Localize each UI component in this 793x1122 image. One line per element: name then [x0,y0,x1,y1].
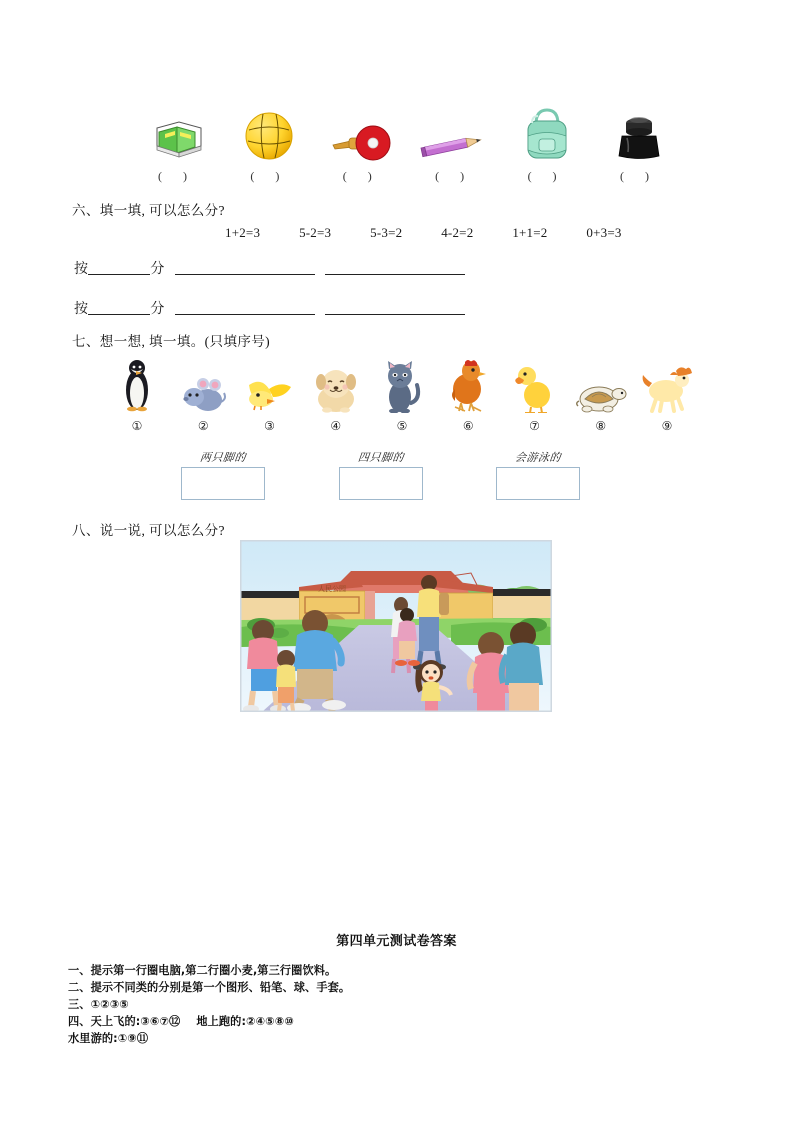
animal-mouse [174,355,232,433]
animal-duck [506,355,564,433]
animal-number: ③ [264,419,275,433]
turtle-icon [572,355,630,413]
animal-number: ① [131,419,143,433]
question-7-heading: 七、想一想, 填一填。(只填序号) [72,334,271,349]
fill-blank-criteria-1[interactable] [88,260,150,275]
dog-icon [307,355,365,413]
animal-number: ⑧ [595,419,607,433]
equation-4: 4-2=2 [441,225,474,240]
item-volleyball [230,100,308,184]
question-8-heading: 八、说一说, 可以怎么分? [72,523,225,538]
duck-icon [506,355,564,413]
animal-bird [241,355,299,433]
ink-bottle-icon [600,100,678,162]
gate-sign-text: 人民公园 [318,585,346,593]
fill-blank-group-2b[interactable] [325,300,465,315]
animal-number: ⑦ [529,419,540,433]
park-entrance-illustration [240,540,552,712]
answer-section-title: 第四单元测试卷答案 [336,934,457,949]
items-row [138,100,678,184]
mouse-icon [174,355,232,413]
animal-number: ④ [330,419,342,433]
equation-6: 0+3=3 [586,225,622,240]
animal-number: ⑤ [396,419,408,433]
book-icon [138,100,216,162]
category-group-2 [339,449,423,500]
answer-line-2: 二、提示不同类的分别是第一个图形、铅笔、球、手套。 [68,981,351,994]
bird-icon [241,355,299,413]
q6-equations [225,225,622,241]
animal-number: ⑨ [661,419,673,433]
hen-icon [439,355,497,413]
penguin-icon [108,355,166,413]
animal-hen [439,355,497,433]
answer-line-3: 三、①②③⑤ [68,998,129,1011]
animal-number: ② [197,419,209,433]
fill-blank-group-2a[interactable] [175,300,315,315]
animal-horse [638,355,696,433]
animal-number: ⑥ [462,419,474,433]
category-answer-box[interactable] [496,467,580,500]
fill-blank-group-1b[interactable] [325,260,465,275]
answer-parenthesis[interactable]: ( ) [250,169,289,183]
answer-line-4-ground: 地上跑的:②④⑤⑧⑩ [196,1015,294,1028]
fill-prefix: 按 [74,262,89,277]
equation-5: 1+1=2 [512,225,548,240]
backpack-icon [508,100,586,162]
ping-pong-paddle-icon [323,100,401,162]
q6-fill-row-2 [74,298,465,318]
answer-line-4 [68,1013,294,1029]
category-label: 四只脚的 [357,451,405,464]
q6-fill-row-1 [74,258,465,278]
answer-line-1: 一、提示第一行圈电脑,第二行圈小麦,第三行圈饮料。 [68,964,337,977]
answer-line-5: 水里游的:①⑨⑪ [68,1032,149,1045]
category-group-1 [181,449,265,500]
fill-suffix: 分 [150,302,165,317]
item-backpack [508,100,586,184]
equation-2: 5-2=3 [299,225,332,240]
answer-parenthesis[interactable]: ( ) [435,169,474,183]
answer-line-4-sky: 四、天上飞的:③⑥⑦⑫ [68,1015,181,1028]
category-label: 两只脚的 [199,451,247,464]
animal-turtle [572,355,630,433]
animal-cat [373,355,431,433]
fill-prefix: 按 [74,302,89,317]
item-pencil [415,100,493,184]
answer-parenthesis[interactable]: ( ) [342,169,381,183]
equation-1: 1+2=3 [225,225,261,240]
equation-3: 5-3=2 [370,225,403,240]
fill-blank-criteria-2[interactable] [88,300,150,315]
category-group-3 [496,449,580,500]
answer-parenthesis[interactable]: ( ) [527,169,566,183]
category-label: 会游泳的 [514,451,562,464]
category-answer-box[interactable] [181,467,265,500]
category-answer-box[interactable] [339,467,423,500]
item-ink-bottle [600,100,678,184]
item-book [138,100,216,184]
animal-dog [307,355,365,433]
animal-penguin [108,355,166,433]
illustration-svg [241,541,551,711]
pencil-icon [415,100,493,162]
animals-row [108,355,696,433]
cat-icon [373,355,431,413]
fill-suffix: 分 [150,262,165,277]
horse-icon [638,355,696,413]
answer-parenthesis[interactable]: ( ) [158,169,196,183]
question-6-heading: 六、填一填, 可以怎么分? [72,203,225,218]
item-ping-pong-paddle [323,100,401,184]
answer-parenthesis[interactable]: ( ) [619,169,658,183]
volleyball-icon [230,100,308,162]
fill-blank-group-1a[interactable] [175,260,315,275]
